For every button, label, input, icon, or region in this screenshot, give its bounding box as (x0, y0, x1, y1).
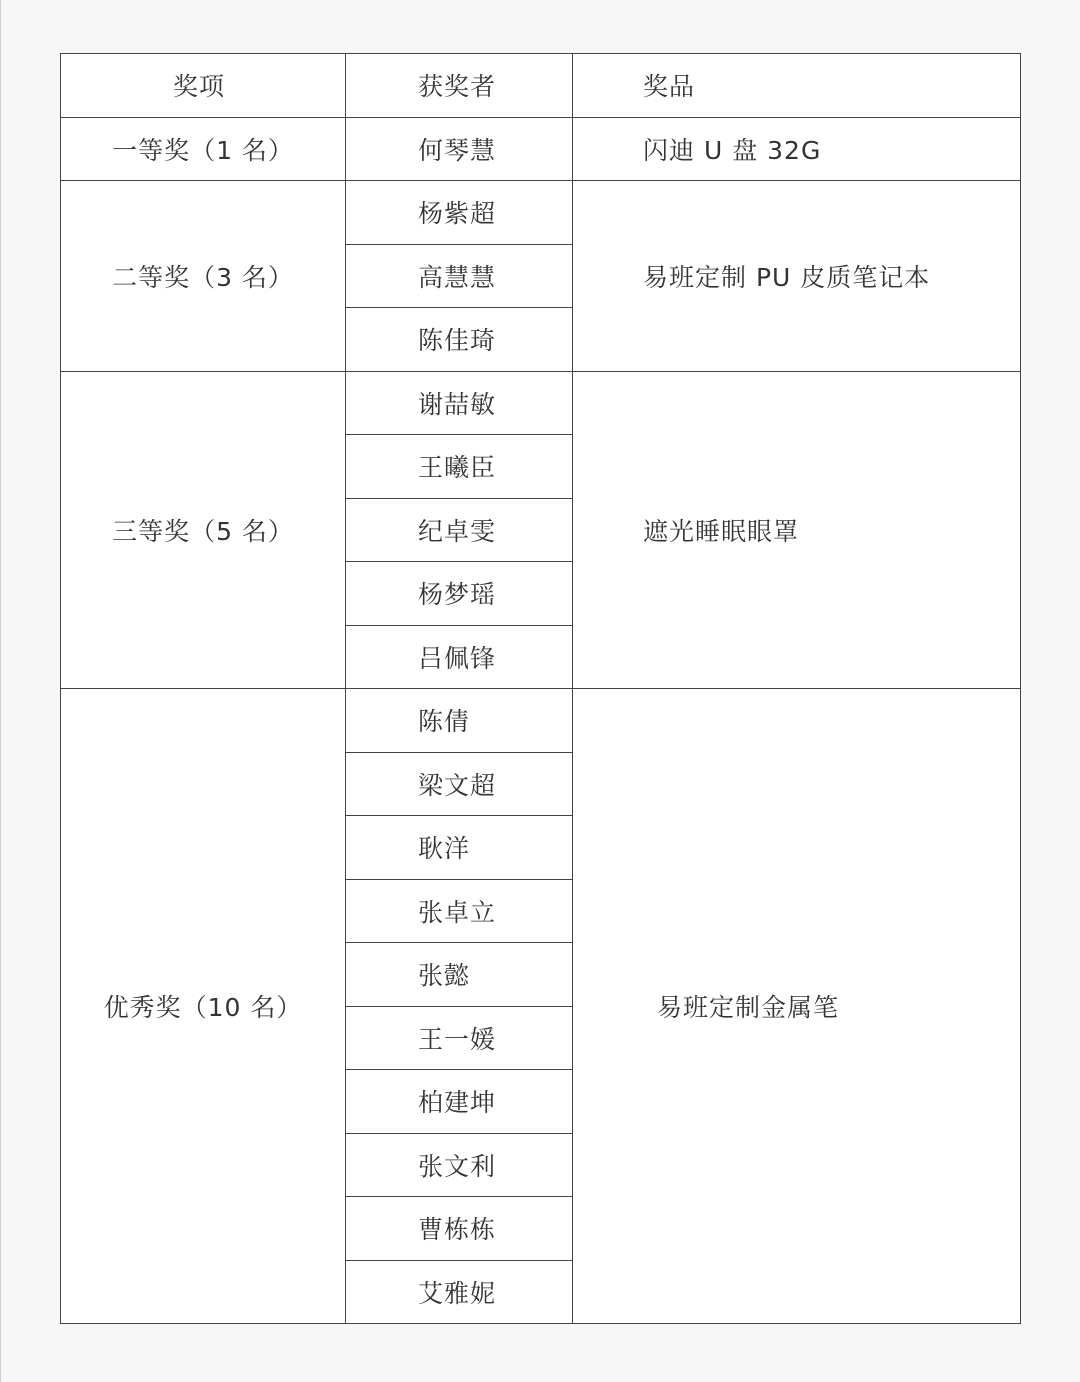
table-row (61, 181, 1021, 245)
winner-name: 陈佳琦 (346, 308, 573, 372)
header-prize: 奖品 (573, 54, 1021, 118)
winner-name: 张文利 (346, 1133, 573, 1197)
award-name-excellence: 优秀奖（10 名） (61, 689, 346, 1324)
winner-name: 梁文超 (346, 752, 573, 816)
table-row (61, 117, 1021, 181)
page-edge-line (0, 0, 1, 1382)
winner-name: 艾雅妮 (346, 1260, 573, 1324)
award-name-second: 二等奖（3 名） (61, 181, 346, 372)
prize-name-second: 易班定制 PU 皮质笔记本 (573, 181, 1021, 372)
winner-name: 张卓立 (346, 879, 573, 943)
award-name-third: 三等奖（5 名） (61, 371, 346, 689)
winner-name: 耿洋 (346, 816, 573, 880)
table-row (61, 689, 1021, 753)
prize-name-third: 遮光睡眠眼罩 (573, 371, 1021, 689)
winner-name: 杨梦瑶 (346, 562, 573, 626)
prize-name-first: 闪迪 U 盘 32G (573, 117, 1021, 181)
winner-name: 谢喆敏 (346, 371, 573, 435)
winner-name: 柏建坤 (346, 1070, 573, 1134)
winner-name: 何琴慧 (346, 117, 573, 181)
winner-name: 王曦臣 (346, 435, 573, 499)
winner-name: 纪卓雯 (346, 498, 573, 562)
winner-name: 陈倩 (346, 689, 573, 753)
winner-name: 杨紫超 (346, 181, 573, 245)
header-winner: 获奖者 (346, 54, 573, 118)
header-award: 奖项 (61, 54, 346, 118)
winner-name: 曹栋栋 (346, 1197, 573, 1261)
header-row (61, 54, 1021, 118)
awards-table (60, 53, 1021, 1324)
award-name-first: 一等奖（1 名） (61, 117, 346, 181)
winner-name: 王一媛 (346, 1006, 573, 1070)
winner-name: 吕佩锋 (346, 625, 573, 689)
winner-name: 张懿 (346, 943, 573, 1007)
table-row (61, 371, 1021, 435)
winner-name: 高慧慧 (346, 244, 573, 308)
prize-name-excellence: 易班定制金属笔 (573, 689, 1021, 1324)
